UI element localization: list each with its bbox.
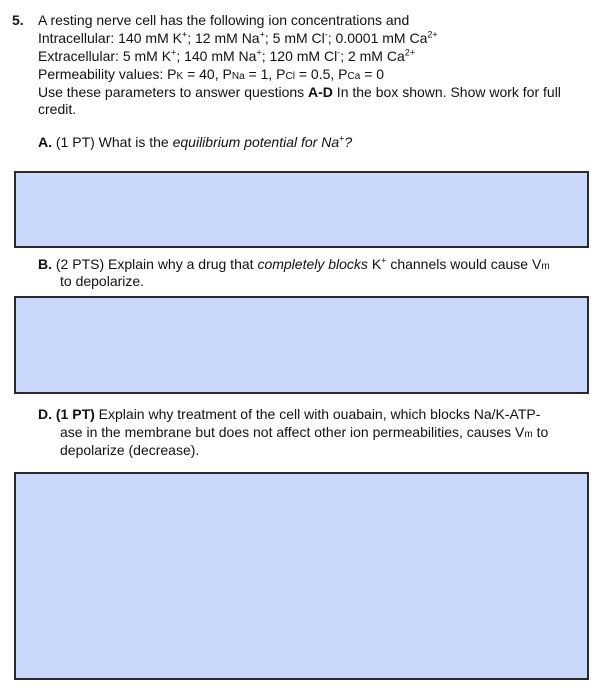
instruction-credit: credit.	[38, 101, 77, 117]
part-b-prompt: B. (2 PTS) Explain why a drug that completely blocks K+ channels would cause Vm	[38, 255, 550, 272]
instruction-line: Use these parameters to answer questions A-D In the box shown. Show work for full	[38, 84, 561, 100]
question-number: 5.	[12, 12, 24, 28]
part-a-prompt: A. (1 PT) What is the equilibrium potential for Na+?	[38, 133, 353, 150]
extracellular-line: Extracellular: 5 mM K+; 140 mM Na+; 120 mM Cl-; 2 mM $Ca^{2+}$	[38, 47, 416, 64]
answer-box-d[interactable]	[14, 472, 589, 680]
intracellular-line: Intracellular: 140 mM K+; 12 mM Na+; 5 mM Cl-; 0.0001 mM $Ca^{2+}$	[38, 29, 438, 46]
question-intro: A resting nerve cell has the following ion concentrations and	[38, 12, 410, 28]
part-d-prompt-line2: ase in the membrane but does not affect other ion permeabilities, causes Vm to	[60, 424, 549, 440]
part-b-prompt-line2: to depolarize.	[60, 273, 145, 289]
answer-box-a[interactable]	[14, 171, 589, 248]
answer-box-b[interactable]	[14, 296, 589, 394]
part-d-prompt: D. (1 PT) Explain why treatment of the cell with ouabain, which blocks Na/K-ATP-	[38, 406, 541, 422]
permeability-line: Permeability values: PK = 40, PNa = 1, PCl = 0.5, PCa = 0	[38, 66, 385, 82]
part-d-prompt-line3: depolarize (decrease).	[60, 442, 200, 458]
